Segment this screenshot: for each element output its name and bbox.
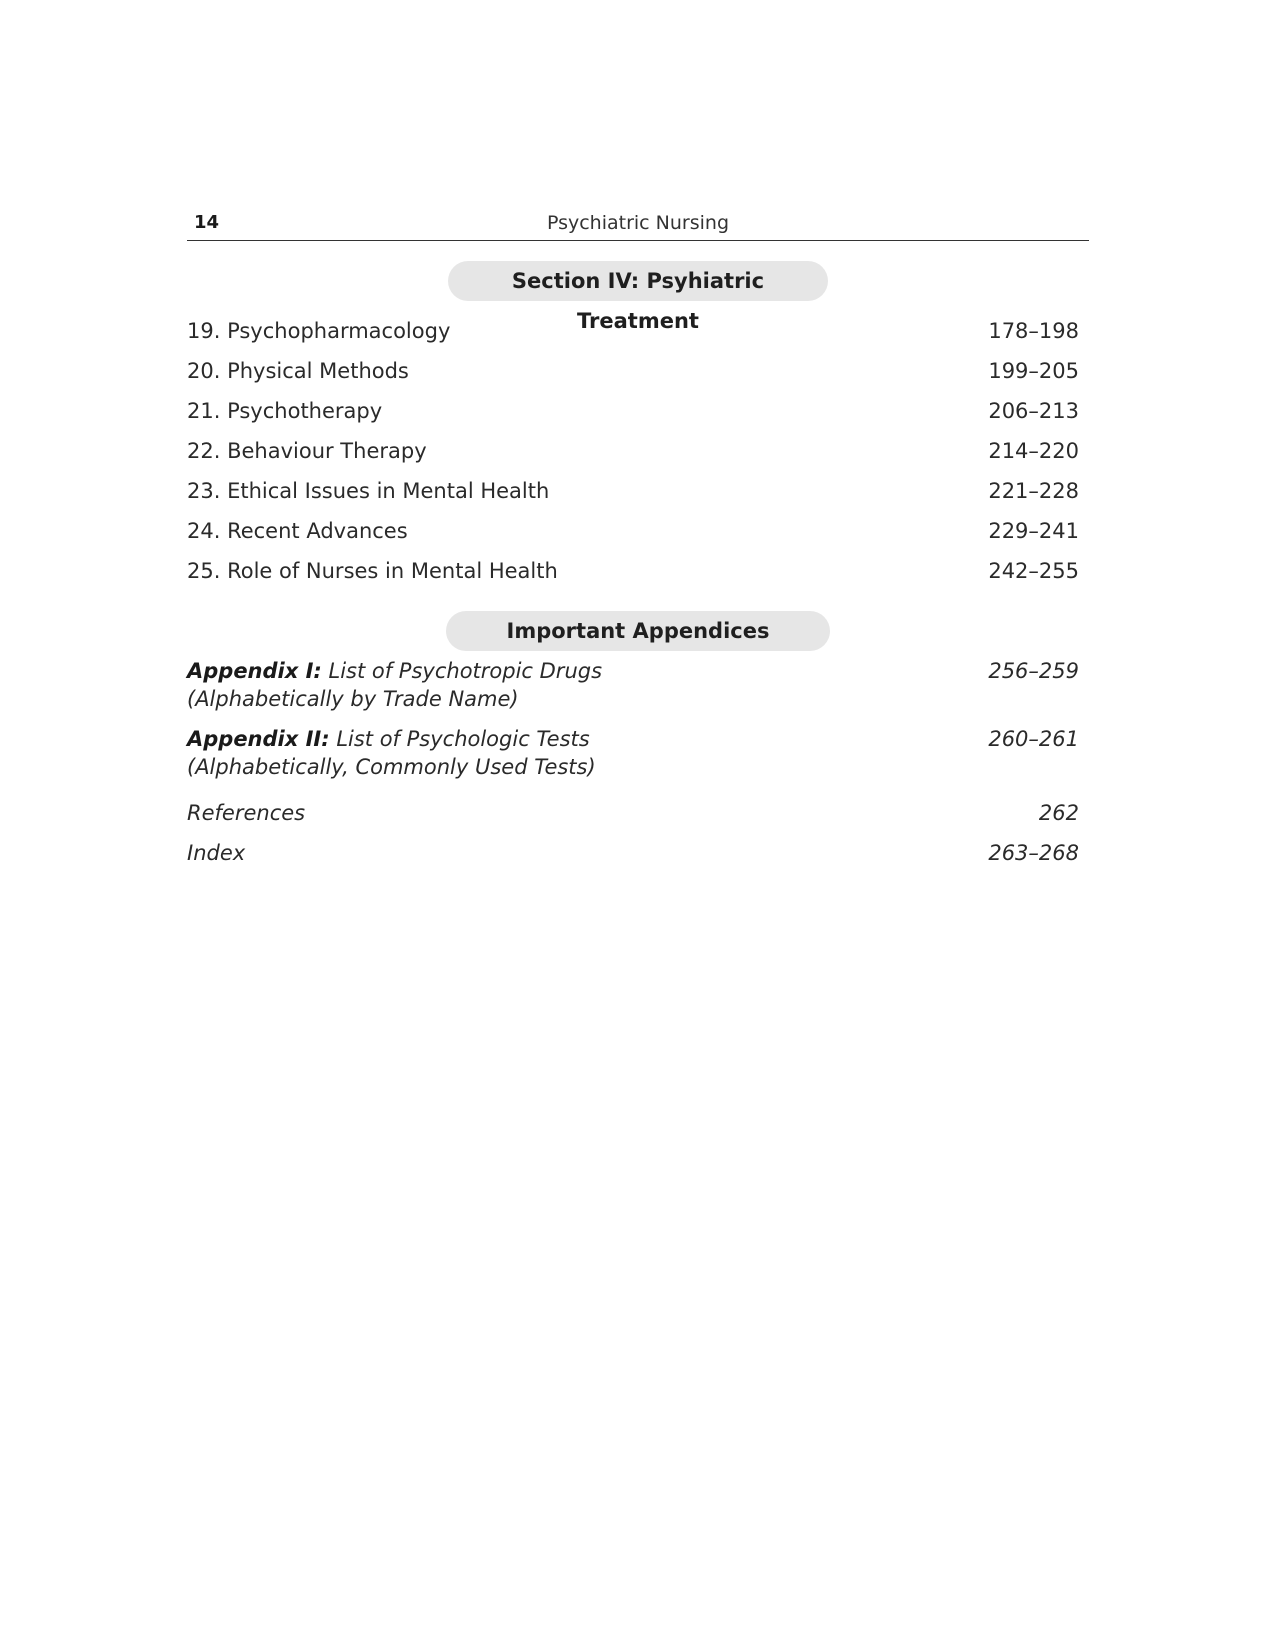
running-title: Psychiatric Nursing: [546, 212, 730, 234]
chapter-pages: 242–255: [988, 559, 1079, 583]
chapter-entry-20: [187, 351, 1089, 391]
appendix-subtitle: (Alphabetically by Trade Name): [187, 687, 519, 711]
appendix-title: List of Psychologic Tests: [336, 727, 590, 751]
chapter-title: 22. Behaviour Therapy: [187, 439, 427, 463]
appendices-heading: Important Appendices: [446, 611, 830, 651]
references-pages: 262: [1038, 801, 1079, 825]
chapter-entry-23: [187, 471, 1089, 511]
index-title: Index: [187, 841, 246, 865]
appendix-entry-2: [187, 725, 1089, 781]
chapter-title: 21. Psychotherapy: [187, 399, 383, 423]
appendix-label: Appendix II:: [187, 727, 330, 751]
section-iv-heading: Section IV: Psyhiatric Treatment: [448, 261, 828, 301]
chapter-title: 20. Physical Methods: [187, 359, 409, 383]
chapter-entry-21: [187, 391, 1089, 431]
references-entry: [187, 793, 1089, 833]
appendix-line: [187, 657, 602, 685]
chapter-list: [187, 311, 1089, 591]
chapter-title: 19. Psychopharmacology: [187, 319, 451, 343]
appendix-subtitle: (Alphabetically, Commonly Used Tests): [187, 755, 596, 779]
appendix-label: Appendix I:: [187, 659, 322, 683]
index-pages: 263–268: [988, 841, 1079, 865]
chapter-pages: 229–241: [988, 519, 1079, 543]
references-title: References: [187, 801, 306, 825]
appendix-text: [187, 725, 596, 781]
chapter-pages: 178–198: [988, 319, 1079, 343]
chapter-pages: 214–220: [988, 439, 1079, 463]
page-number: 14: [194, 212, 220, 233]
appendix-text: [187, 657, 602, 713]
toc-page: [187, 200, 1089, 873]
chapter-pages: 199–205: [988, 359, 1079, 383]
appendix-line: [187, 725, 596, 753]
appendix-title: List of Psychotropic Drugs: [328, 659, 603, 683]
chapter-pages: 221–228: [988, 479, 1079, 503]
appendix-pages: 256–259: [988, 659, 1079, 683]
chapter-pages: 206–213: [988, 399, 1079, 423]
index-entry: [187, 833, 1089, 873]
chapter-entry-24: [187, 511, 1089, 551]
appendix-entry-1: [187, 657, 1089, 713]
appendix-pages: 260–261: [988, 727, 1079, 751]
running-header: [187, 200, 1089, 241]
appendix-list: [187, 657, 1089, 781]
chapter-title: 25. Role of Nurses in Mental Health: [187, 559, 558, 583]
chapter-title: 24. Recent Advances: [187, 519, 408, 543]
chapter-entry-25: [187, 551, 1089, 591]
chapter-entry-22: [187, 431, 1089, 471]
chapter-title: 23. Ethical Issues in Mental Health: [187, 479, 550, 503]
